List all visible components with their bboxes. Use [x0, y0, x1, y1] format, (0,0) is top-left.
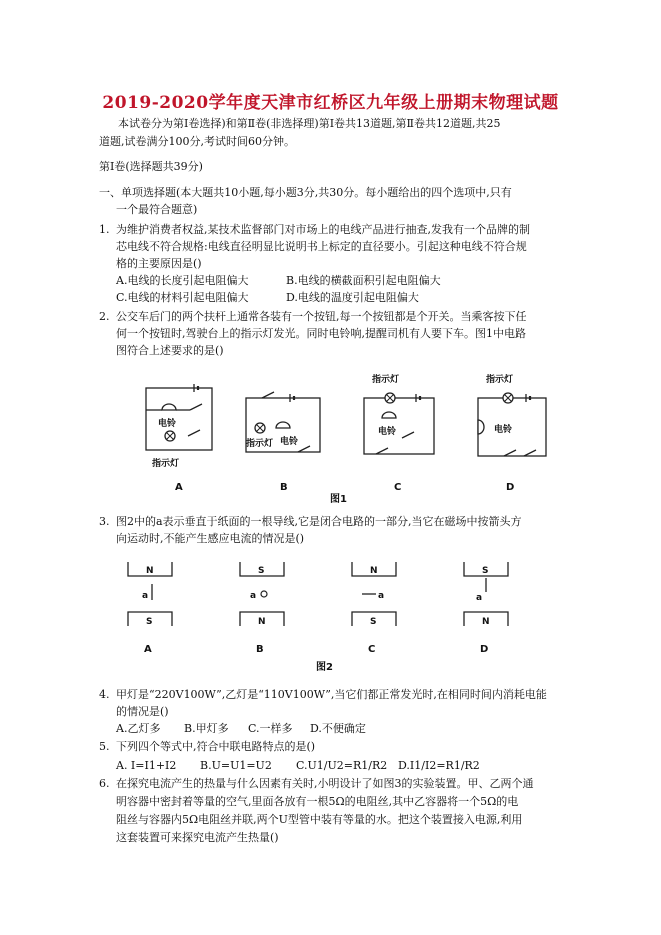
circuit-d-label: D — [506, 482, 515, 493]
svg-text:S: S — [258, 566, 265, 576]
figure-2-caption: 图2 — [316, 662, 333, 673]
svg-text:N: N — [258, 617, 266, 627]
conductor-c: a — [378, 591, 385, 601]
circuit-b-label: B — [280, 482, 288, 493]
figure-1-caption: 图1 — [330, 494, 347, 505]
svg-text:N: N — [146, 566, 154, 576]
magnet-setup-d — [464, 562, 508, 655]
q3-number: 3. — [99, 515, 110, 528]
q4-option-b: B.甲灯多 — [184, 722, 229, 735]
svg-text:N: N — [482, 617, 490, 627]
q1-option-c: C.电线的材料引起电阻偏大 — [116, 291, 249, 304]
circuit-a-label: A — [175, 482, 183, 493]
indicator-label-b: 指示灯 — [246, 439, 274, 449]
q4-number: 4. — [99, 688, 110, 701]
circuit-c-label: C — [394, 482, 402, 493]
svg-text:C: C — [368, 644, 376, 655]
svg-text:S: S — [370, 617, 377, 627]
conductor-a: a — [142, 591, 149, 601]
exam-title: 2019-2020学年度天津市红桥区九年级上册期末物理试题 — [102, 93, 559, 113]
part-1-heading: 第Ⅰ卷(选择题共39分) — [99, 160, 203, 173]
q3-line-1: 图2中的a表示垂直于纸面的一根导线,它是闭合电路的一部分,当它在磁场中按箭头方 — [116, 515, 522, 528]
circuit-c — [364, 373, 434, 493]
section-1-line-1: 一、单项选择题(本大题共10小题,每小题3分,共30分。每小题给出的四个选项中,只有 — [99, 186, 512, 199]
section-1-line-2: 一个最符合题意) — [116, 203, 198, 216]
q1-number: 1. — [99, 223, 110, 236]
bell-label-b: 电铃 — [280, 437, 299, 447]
q6-number: 6. — [99, 777, 110, 790]
q1-line-1: 为维护消费者权益,某技术监督部门对市场上的电线产品进行抽查,发我有一个品牌的制 — [116, 223, 530, 236]
q5-option-c: C.U1/U2=R1/R2 — [296, 759, 388, 772]
q4-line-2: 的情况是() — [116, 705, 169, 718]
q1-option-a: A.电线的长度引起电阻偏大 — [116, 274, 249, 287]
q1-option-b: B.电线的横截面积引起电阻偏大 — [286, 274, 441, 287]
q5-number: 5. — [99, 740, 110, 753]
bell-icon — [162, 404, 176, 410]
bell-icon — [276, 422, 290, 428]
bell-label-c: 电铃 — [378, 427, 397, 437]
svg-text:D: D — [480, 644, 489, 655]
svg-text:N: N — [370, 566, 378, 576]
q4-option-d: D.不便确定 — [310, 722, 366, 735]
intro-line-2: 道题,试卷满分100分,考试时间60分钟。 — [99, 135, 295, 148]
q6-line-4: 这套装置可来探究电流产生热量() — [116, 831, 279, 844]
q2-line-2: 何一个按钮时,驾驶台上的指示灯发光。同时电铃响,提醒司机有人要下车。图1中电路 — [116, 327, 526, 340]
bell-label-d: 电铃 — [494, 425, 513, 435]
bell-icon — [478, 420, 484, 434]
q3-line-2: 向运动时,不能产生感应电流的情况是() — [116, 532, 305, 545]
circuit-d — [478, 373, 546, 493]
q5-line-1: 下列四个等式中,符合中联电路特点的是() — [116, 740, 316, 753]
q5-option-d: D.I1/I2=R1/R2 — [398, 759, 480, 772]
q2-line-1: 公交车后门的两个扶杆上通常各装有一个按钮,每一个按钮都是个开关。当乘客按下任 — [116, 310, 527, 323]
magnet-setup-a — [128, 562, 172, 655]
rotate-arrow-icon — [261, 591, 267, 597]
figure-2-magnets — [120, 556, 540, 676]
q4-option-a: A.乙灯多 — [116, 722, 161, 735]
q2-number: 2. — [99, 310, 110, 323]
q6-line-2: 明容器中密封着等量的空气,里面各放有一根5Ω的电阻丝,其中乙容器将一个5Ω的电 — [116, 795, 519, 808]
circuit-a — [146, 384, 212, 493]
svg-text:B: B — [256, 644, 264, 655]
conductor-b: a — [250, 591, 257, 601]
svg-text:S: S — [482, 566, 489, 576]
q2-line-3: 图符合上述要求的是() — [116, 344, 224, 357]
indicator-label-a: 指示灯 — [152, 459, 180, 469]
conductor-d: a — [476, 593, 483, 603]
intro-line-1: 本试卷分为第Ⅰ卷选择)和第Ⅱ卷(非选择理)第Ⅰ卷共13道题,第Ⅱ卷共12道题,共25 — [118, 117, 501, 130]
q5-option-a: A. I=I1+I2 — [116, 759, 177, 772]
q1-option-d: D.电线的温度引起电阻偏大 — [286, 291, 419, 304]
q4-option-c: C.一样多 — [248, 722, 293, 735]
bell-icon — [382, 412, 396, 418]
circuit-b — [246, 392, 320, 493]
q1-line-3: 格的主要原因是() — [116, 257, 202, 270]
q5-option-b: B.U=U1=U2 — [200, 759, 272, 772]
magnet-setup-b — [240, 562, 284, 655]
indicator-label-c: 指示灯 — [372, 375, 400, 385]
q6-line-3: 阻丝与容器内5Ω电阻丝并联,两个U型管中装有等量的水。把这个装置接入电源,利用 — [116, 813, 523, 826]
svg-text:A: A — [144, 644, 152, 655]
q4-line-1: 甲灯是“220V100W”,乙灯是“110V100W”,当它们都正常发光时,在相同时间内消耗电能 — [116, 688, 547, 701]
q1-line-2: 芯电线不符合规格:电线直径明显比说明书上标定的直径要小。引起这种电线不符合规 — [116, 240, 527, 253]
q6-line-1: 在探究电流产生的热量与什么因素有关时,小明设计了如图3的实验装置。甲、乙两个通 — [116, 777, 534, 790]
bell-label-a: 电铃 — [158, 419, 177, 429]
indicator-label-d: 指示灯 — [486, 375, 514, 385]
svg-text:S: S — [146, 617, 153, 627]
figure-1-circuits — [130, 368, 560, 508]
magnet-setup-c — [352, 562, 396, 655]
